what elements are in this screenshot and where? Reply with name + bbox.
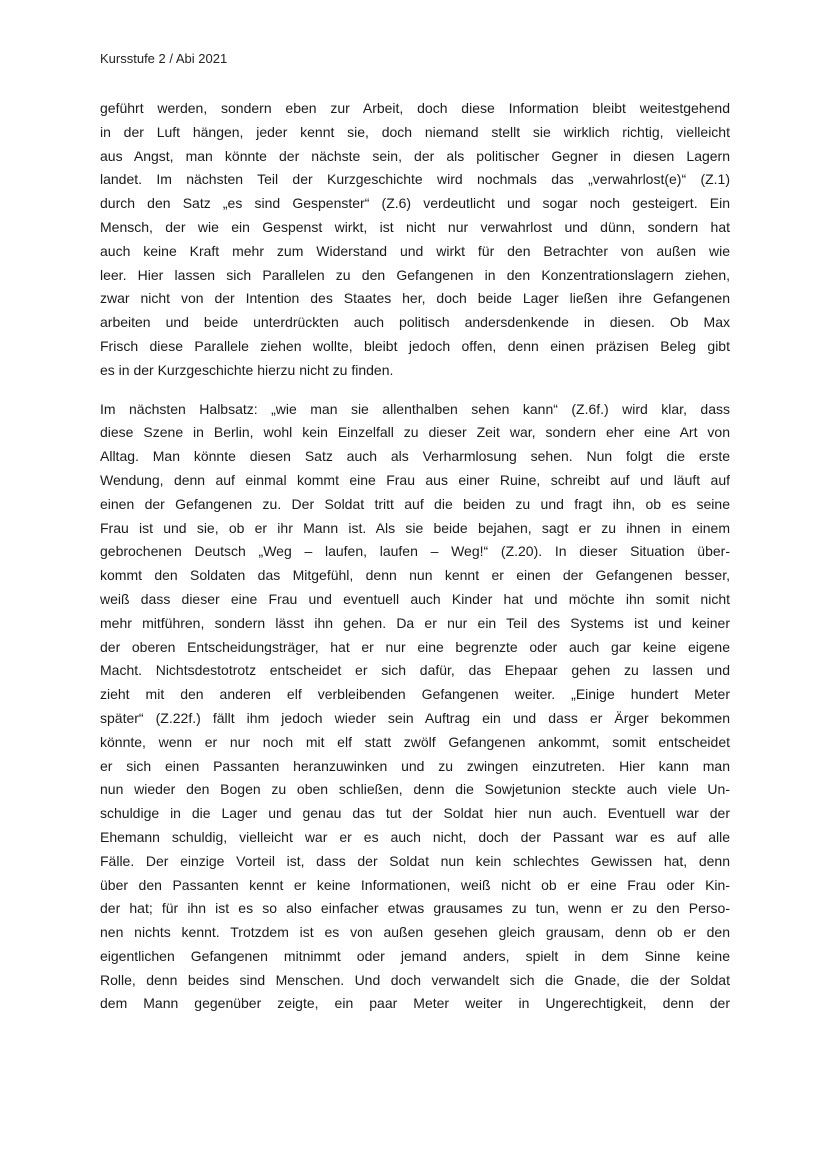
text-line: leer. Hier lassen sich Parallelen zu den Gefangenen in den Konzentrationslagern ziehen, [100, 266, 730, 283]
text-line: arbeiten und beide unterdrückten auch politisch andersdenkende in diesen. Ob Max [100, 314, 730, 331]
text-line: auch keine Kraft mehr zum Widerstand und wirkt für den Betrachter von außen wie [100, 242, 730, 259]
text-line: geführt werden, sondern eben zur Arbeit, doch diese Information bleibt weitestgehend [100, 100, 730, 116]
text-line: zwar nicht von der Intention des Staates her, doch beide Lager ließen ihre Gefangenen [100, 290, 730, 307]
text-line: schuldige in die Lager und genau das tut der Soldat hier nun auch. Eventuell war der [100, 805, 730, 822]
text-line: er sich einen Passanten heranzuwinken und zu zwingen einzutreten. Hier kann man [100, 757, 730, 774]
text-line: eigentlichen Gefangenen mitnimmt oder jemand anders, spielt in dem Sinne keine [100, 947, 730, 964]
page-header: Kursstufe 2 / Abi 2021 [100, 51, 228, 66]
document-body [100, 97, 730, 1031]
text-line: über den Passanten kennt er keine Informationen, weiß nicht ob er eine Frau oder Kin- [100, 876, 730, 893]
text-line: kommt den Soldaten das Mitgefühl, denn nun kennt er einen der Gefangenen besser, [100, 567, 730, 584]
text-line: dem Mann gegenüber zeigte, ein paar Meter weiter in Ungerechtigkeit, denn der [100, 995, 730, 1012]
text-line: könnte, wenn er nur noch mit elf statt zwölf Gefangenen ankommt, somit entscheidet [100, 733, 730, 750]
text-line: Wendung, denn auf einmal kommt eine Frau aus einer Ruine, schreibt auf und läuft auf [100, 471, 730, 488]
text-line: durch den Satz „es sind Gespenster“ (Z.6) verdeutlicht und sogar noch gesteigert. Ein [100, 195, 730, 212]
text-line: in der Luft hängen, jeder kennt sie, doch niemand stellt sie wirklich richtig, vielleicht [100, 123, 730, 140]
text-line: nen nichts kennt. Trotzdem ist es von außen gesehen gleich grausam, denn ob er den [100, 924, 730, 941]
text-line: Mensch, der wie ein Gespenst wirkt, ist nicht nur verwahrlost und dünn, sondern hat [100, 218, 730, 235]
text-line: Ehemann schuldig, vielleicht war er es auch nicht, doch der Passant war es auf alle [100, 828, 730, 845]
text-line: landet. Im nächsten Teil der Kurzgeschichte wird nochmals das „verwahrlost(e)“ (Z.1) [100, 171, 730, 188]
text-line: weiß dass dieser eine Frau und eventuell auch Kinder hat und möchte ihn somit nicht [100, 590, 730, 607]
paragraph [100, 398, 730, 1017]
text-line: einen der Gefangenen zu. Der Soldat tritt auf die beiden zu und fragt ihn, ob es seine [100, 495, 730, 512]
text-line: Frisch diese Parallele ziehen wollte, bleibt jedoch offen, denn einen präzisen Beleg gibt [100, 337, 730, 354]
text-line: aus Angst, man könnte der nächste sein, der als politischer Gegner in diesen Lagern [100, 147, 730, 164]
text-line: Alltag. Man könnte diesen Satz auch als Verharmlosung sehen. Nun folgt die erste [100, 448, 730, 465]
text-line: später“ (Z.22f.) fällt ihm jedoch wieder sein Auftrag ein und dass er Ärger bekommen [100, 709, 730, 726]
text-line: Im nächsten Halbsatz: „wie man sie allenthalben sehen kann“ (Z.6f.) wird klar, dass [100, 400, 730, 417]
text-line: der hat; für ihn ist es so also einfacher etwas grausames zu tun, wenn er zu den Perso- [100, 900, 730, 917]
paragraph [100, 97, 730, 383]
text-line: Frau ist und sie, ob er ihr Mann ist. Als sie beide bejahen, sagt er zu ihnen in einem [100, 519, 730, 536]
text-line: mehr mitführen, sondern lässt ihn gehen. Da er nur ein Teil des Systems ist und keiner [100, 614, 730, 631]
text-line: Macht. Nichtsdestotrotz entscheidet er sich dafür, das Ehepaar gehen zu lassen und [100, 662, 730, 679]
text-line: diese Szene in Berlin, wohl kein Einzelfall zu dieser Zeit war, sondern eher eine Art von [100, 424, 730, 441]
text-line: Fälle. Der einzige Vorteil ist, dass der Soldat nun kein schlechtes Gewissen hat, denn [100, 852, 730, 869]
text-line: nun wieder den Bogen zu oben schließen, denn die Sowjetunion steckte auch viele Un- [100, 781, 730, 798]
text-line: der oberen Entscheidungsträger, hat er nur eine begrenzte oder auch gar keine eigene [100, 638, 730, 655]
text-line: es in der Kurzgeschichte hierzu nicht zu finden. [100, 361, 394, 378]
text-line: zieht mit den anderen elf verbleibenden Gefangenen weiter. „Einige hundert Meter [100, 686, 730, 703]
text-line: gebrochenen Deutsch „Weg – laufen, laufen – Weg!“ (Z.20). In dieser Situation über- [100, 543, 730, 560]
text-line: Rolle, denn beides sind Menschen. Und doch verwandelt sich die Gnade, die der Soldat [100, 971, 730, 988]
